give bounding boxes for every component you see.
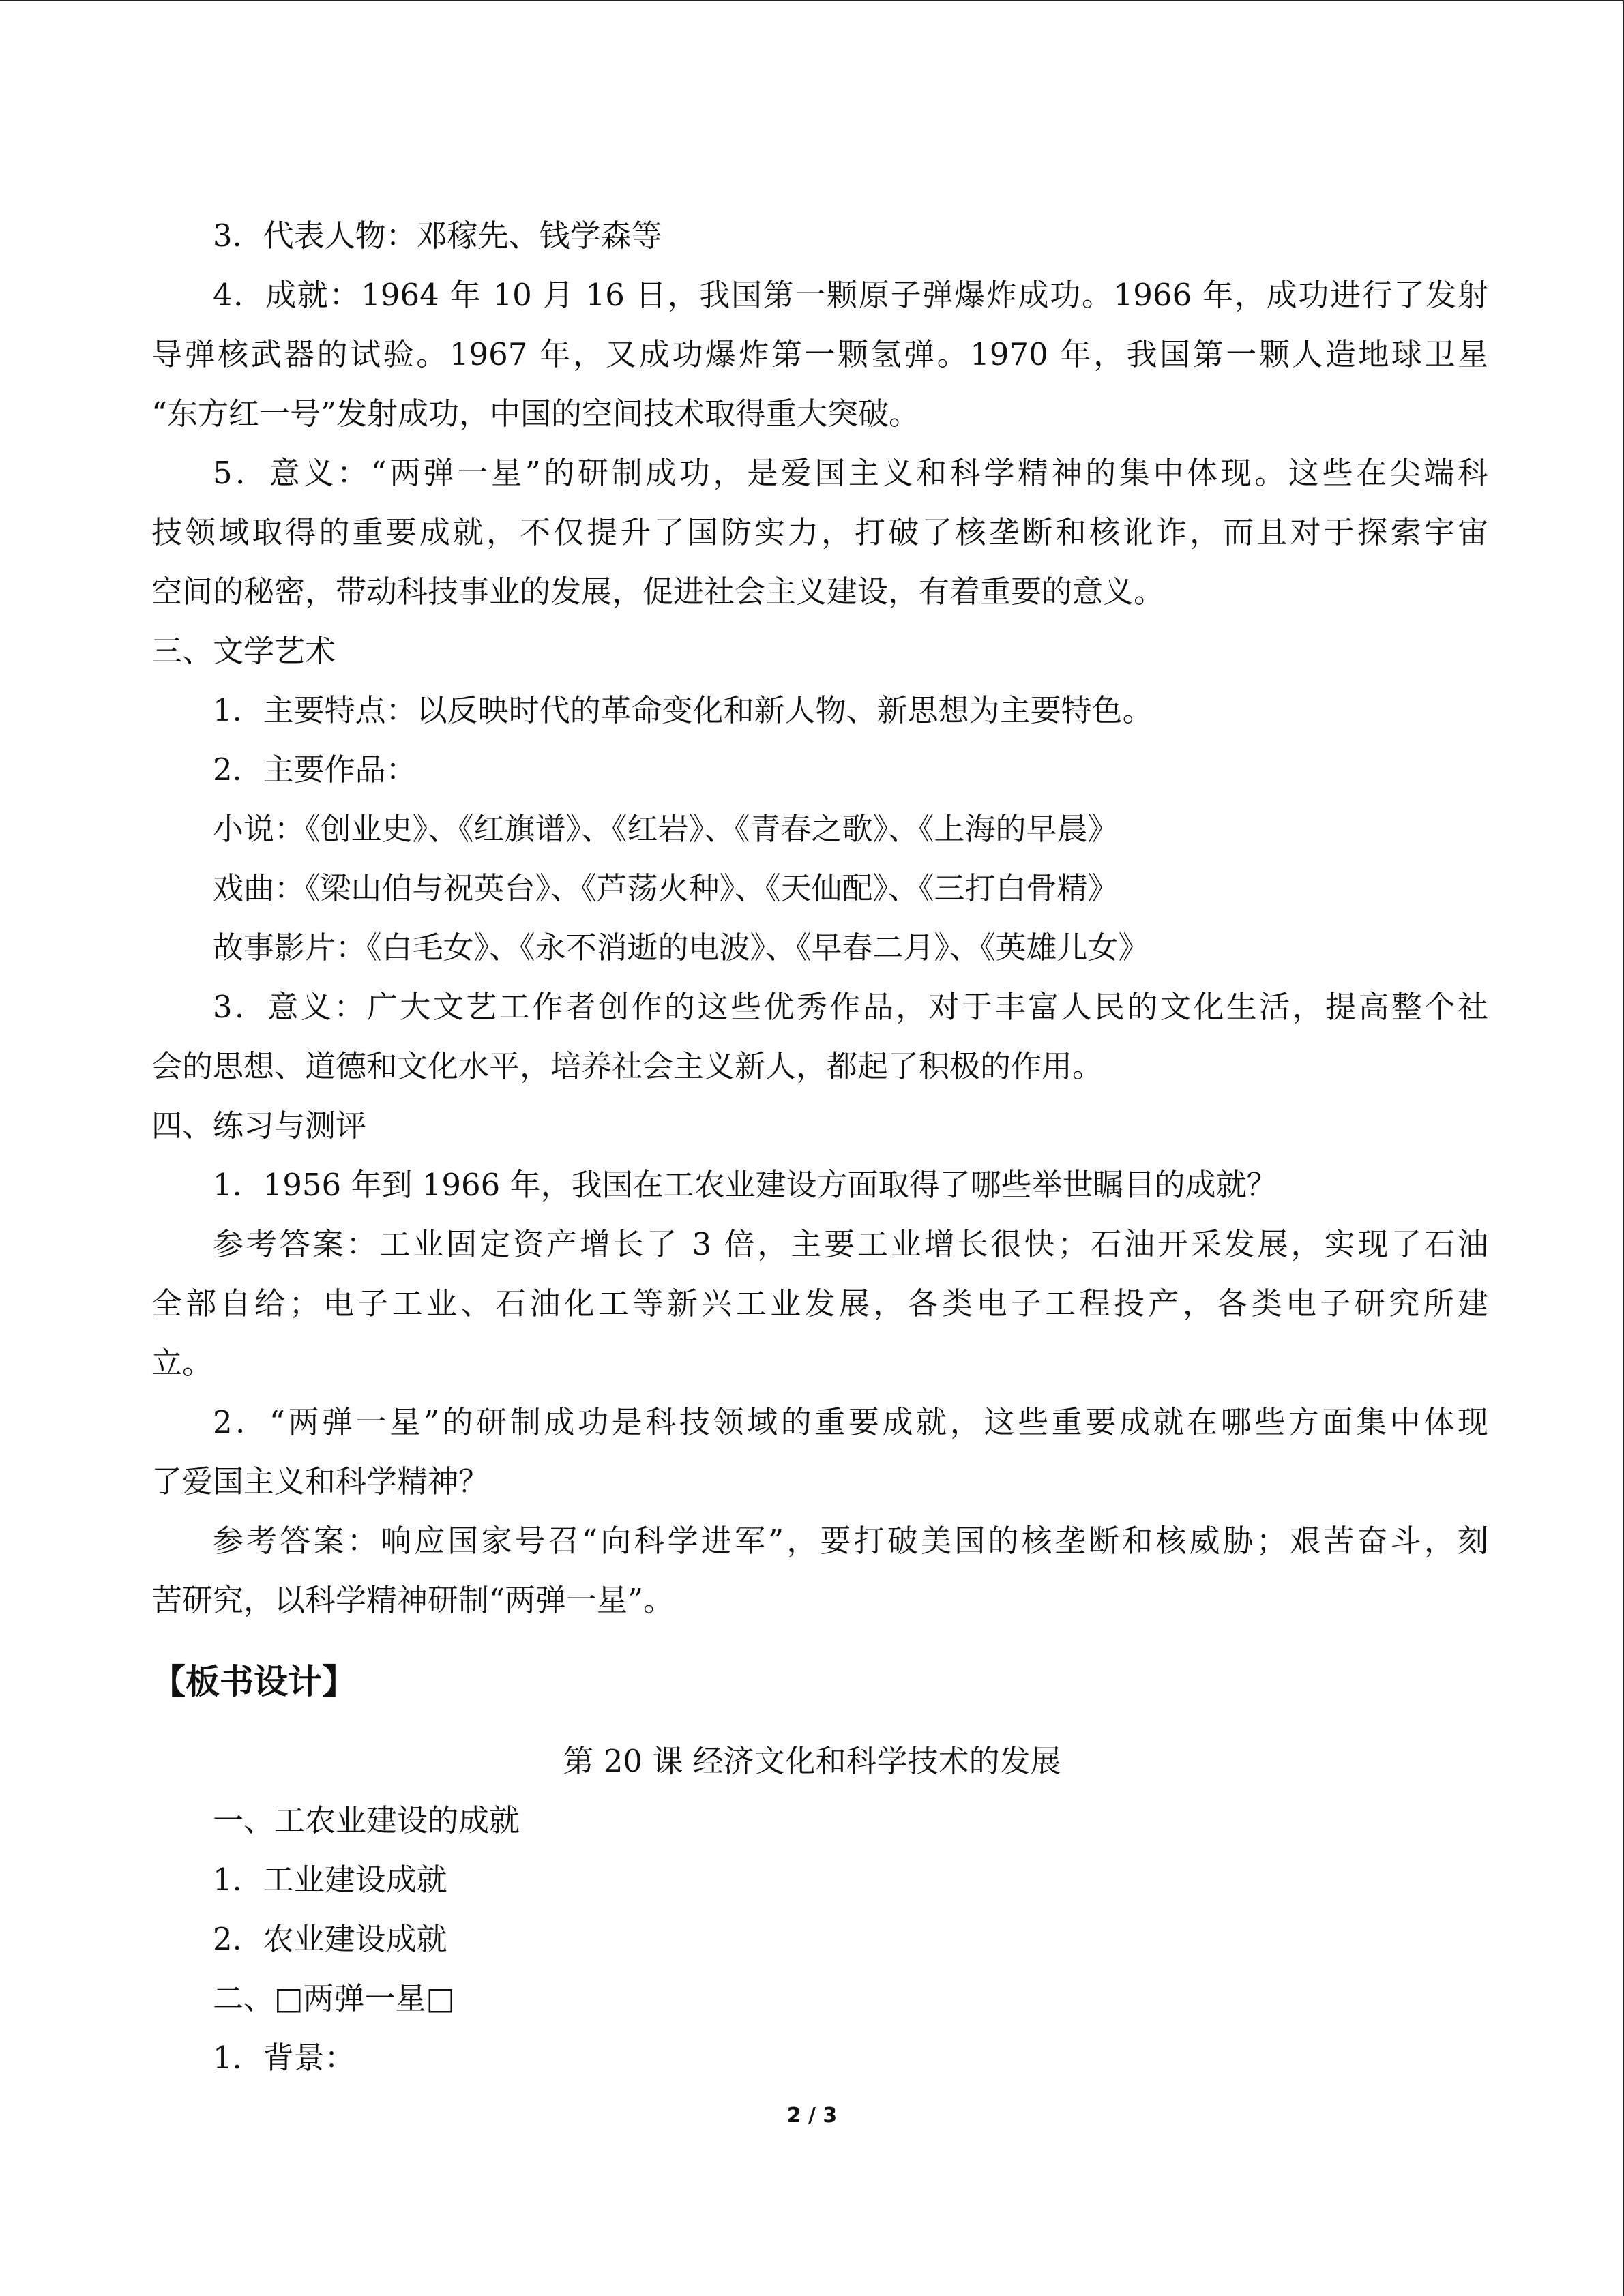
paragraph-films: 故事影片：《白毛女》、《永不消逝的电波》、《早春二月》、《英雄儿女》 <box>213 929 1149 966</box>
board-item: 2．农业建设成就 <box>213 1921 447 1957</box>
paragraph-main-works: 2．主要作品： <box>213 751 417 788</box>
answer-1-line-3: 立。 <box>151 1345 213 1381</box>
answer-1-line-1: 参考答案：工业固定资产增长了 3 倍，主要工业增长很快；石油开采发展，实现了石油 <box>213 1226 1488 1262</box>
section-heading-practice: 四、练习与测评 <box>151 1107 367 1144</box>
paragraph-achievements-line-1: 4．成就：1964 年 10 月 16 日，我国第一颗原子弹爆炸成功。1966 年，成功进行了发射 <box>213 277 1488 313</box>
board-item: 一、工农业建设的成就 <box>213 1802 520 1838</box>
paragraph-significance-line-1: 5．意义：“两弹一星”的研制成功，是爱国主义和科学精神的集中体现。这些在尖端科 <box>213 455 1488 491</box>
paragraph-art-significance-line-1: 3．意义：广大文艺工作者创作的这些优秀作品，对于丰富人民的文化生活，提高整个社 <box>213 989 1488 1025</box>
question-1: 1．1956 年到 1966 年，我国在工农业建设方面取得了哪些举世瞩目的成就？ <box>213 1167 1278 1203</box>
paragraph-achievements-line-2: 导弹核武器的试验。1967 年，又成功爆炸第一颗氢弹。1970 年，我国第一颗人造地球卫星 <box>151 336 1488 372</box>
paragraph-novels: 小说：《创业史》、《红旗谱》、《红岩》、《青春之歌》、《上海的早晨》 <box>213 811 1119 847</box>
paragraph-representatives: 3．代表人物：邓稼先、钱学森等 <box>213 218 662 254</box>
paragraph-main-features: 1．主要特点：以反映时代的革命变化和新人物、新思想为主要特色。 <box>213 692 1153 728</box>
question-2-line-1: 2．“两弹一星”的研制成功是科技领域的重要成就，这些重要成就在哪些方面集中体现 <box>213 1404 1488 1440</box>
board-design-heading: 【板书设计】 <box>151 1662 356 1701</box>
page-number: 2 / 3 <box>786 2104 838 2128</box>
paragraph-operas: 戏曲：《梁山伯与祝英台》、《芦荡火种》、《天仙配》、《三打白骨精》 <box>213 870 1119 906</box>
answer-2-line-2: 苦研究，以科学精神研制“两弹一星”。 <box>151 1582 675 1618</box>
paragraph-art-significance-line-2: 会的思想、道德和文化水平，培养社会主义新人，都起了积极的作用。 <box>151 1048 1104 1084</box>
board-item: 1．工业建设成就 <box>213 1862 447 1898</box>
paragraph-significance-line-2: 技领域取得的重要成就，不仅提升了国防实力，打破了核垄断和核讹诈，而且对于探索宇宙 <box>151 514 1488 550</box>
answer-2-line-1: 参考答案：响应国家号召“向科学进军”，要打破美国的核垄断和核威胁；艰苦奋斗，刻 <box>213 1523 1488 1559</box>
question-2-line-2: 了爱国主义和科学精神？ <box>151 1463 490 1500</box>
section-heading-literature-art: 三、文学艺术 <box>151 633 336 669</box>
paragraph-achievements-line-3: “东方红一号”发射成功，中国的空间技术取得重大突破。 <box>151 396 920 432</box>
paragraph-significance-line-3: 空间的秘密，带动科技事业的发展，促进社会主义建设，有着重要的意义。 <box>151 573 1165 610</box>
board-lesson-title: 第 20 课 经济文化和科学技术的发展 <box>563 1743 1061 1779</box>
board-item: 1．背景： <box>213 2040 355 2076</box>
answer-1-line-2: 全部自给；电子工业、石油化工等新兴工业发展，各类电子工程投产，各类电子研究所建 <box>151 1285 1488 1322</box>
board-item: 二、□两弹一星□ <box>213 1980 456 2016</box>
